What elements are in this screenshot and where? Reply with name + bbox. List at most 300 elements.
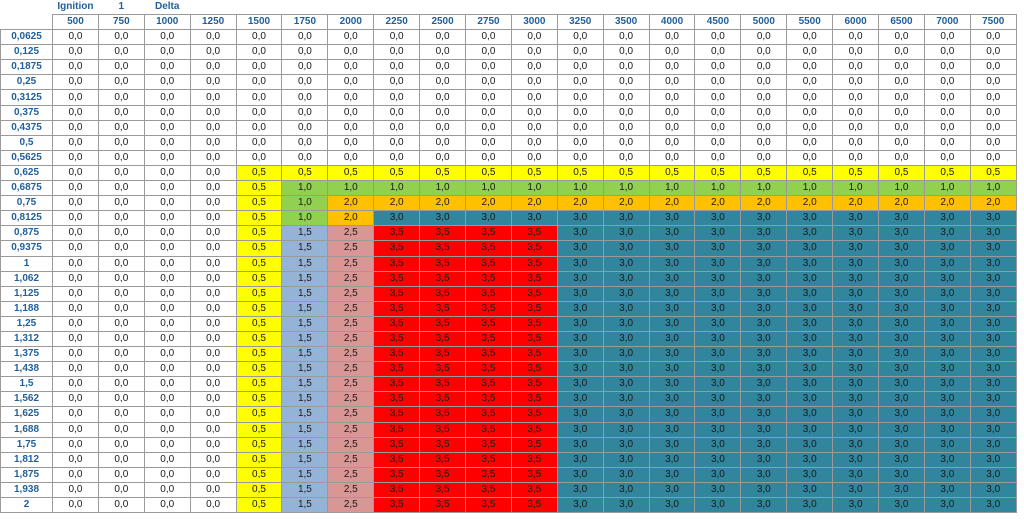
table-cell[interactable]: 3,0 (833, 271, 879, 286)
rpm-header-cell[interactable]: 7000 (924, 15, 970, 30)
table-cell[interactable]: 0,0 (190, 377, 236, 392)
load-header-cell[interactable]: 1,375 (1, 347, 53, 362)
table-cell[interactable]: 3,0 (695, 482, 741, 497)
table-cell[interactable]: 3,0 (649, 286, 695, 301)
table-cell[interactable]: 0,0 (970, 135, 1016, 150)
table-cell[interactable]: 0,0 (144, 256, 190, 271)
table-cell[interactable]: 2,0 (603, 196, 649, 211)
table-cell[interactable]: 0,0 (190, 347, 236, 362)
table-cell[interactable]: 3,0 (787, 498, 833, 513)
table-cell[interactable]: 3,0 (741, 271, 787, 286)
table-cell[interactable]: 0,0 (328, 150, 374, 165)
table-cell[interactable]: 0,0 (420, 135, 466, 150)
table-cell[interactable]: 0,5 (741, 165, 787, 180)
table-cell[interactable]: 0,0 (190, 211, 236, 226)
table-cell[interactable]: 3,0 (970, 437, 1016, 452)
table-cell[interactable]: 0,0 (557, 45, 603, 60)
table-cell[interactable]: 3,0 (649, 392, 695, 407)
table-cell[interactable]: 0,0 (144, 30, 190, 45)
table-cell[interactable]: 3,5 (420, 301, 466, 316)
table-cell[interactable]: 1,5 (282, 241, 328, 256)
load-header-cell[interactable]: 0,75 (1, 196, 53, 211)
table-cell[interactable]: 3,0 (557, 467, 603, 482)
table-cell[interactable]: 0,0 (328, 120, 374, 135)
table-cell[interactable]: 3,0 (557, 331, 603, 346)
table-cell[interactable]: 0,0 (374, 105, 420, 120)
table-cell[interactable]: 3,0 (833, 316, 879, 331)
table-cell[interactable]: 0,5 (236, 467, 282, 482)
table-cell[interactable]: 3,0 (649, 301, 695, 316)
table-cell[interactable]: 2,5 (328, 392, 374, 407)
load-header-cell[interactable]: 0,1875 (1, 60, 53, 75)
table-cell[interactable]: 3,0 (787, 437, 833, 452)
empty-cell[interactable] (557, 0, 603, 15)
table-cell[interactable]: 3,0 (649, 331, 695, 346)
table-cell[interactable]: 0,0 (144, 362, 190, 377)
table-cell[interactable]: 3,0 (970, 407, 1016, 422)
empty-cell[interactable] (970, 0, 1016, 15)
table-cell[interactable]: 0,0 (98, 377, 144, 392)
rpm-header-cell[interactable]: 5500 (787, 15, 833, 30)
table-cell[interactable]: 3,0 (787, 256, 833, 271)
table-cell[interactable]: 3,0 (603, 271, 649, 286)
table-cell[interactable]: 3,0 (787, 316, 833, 331)
table-cell[interactable]: 2,5 (328, 347, 374, 362)
table-cell[interactable]: 3,0 (420, 211, 466, 226)
table-cell[interactable]: 3,0 (879, 467, 925, 482)
table-cell[interactable]: 3,0 (879, 241, 925, 256)
table-cell[interactable]: 3,5 (466, 437, 512, 452)
table-cell[interactable]: 3,0 (557, 422, 603, 437)
table-cell[interactable]: 3,0 (649, 467, 695, 482)
table-cell[interactable]: 3,0 (879, 422, 925, 437)
table-cell[interactable]: 0,5 (420, 165, 466, 180)
table-cell[interactable]: 1,5 (282, 362, 328, 377)
table-cell[interactable]: 0,0 (466, 150, 512, 165)
table-cell[interactable]: 0,5 (236, 377, 282, 392)
table-cell[interactable]: 0,5 (236, 422, 282, 437)
table-cell[interactable]: 1,0 (833, 181, 879, 196)
table-cell[interactable]: 3,0 (557, 286, 603, 301)
rpm-header-cell[interactable]: 3500 (603, 15, 649, 30)
table-cell[interactable]: 0,5 (374, 165, 420, 180)
table-cell[interactable]: 3,5 (420, 437, 466, 452)
table-cell[interactable]: 0,0 (144, 60, 190, 75)
rpm-header-cell[interactable]: 6000 (833, 15, 879, 30)
table-cell[interactable]: 2,5 (328, 482, 374, 497)
table-cell[interactable]: 3,0 (695, 226, 741, 241)
empty-cell[interactable] (466, 0, 512, 15)
table-cell[interactable]: 3,0 (924, 271, 970, 286)
empty-cell[interactable] (695, 0, 741, 15)
table-cell[interactable]: 3,0 (557, 271, 603, 286)
table-cell[interactable]: 0,0 (144, 241, 190, 256)
table-cell[interactable]: 3,5 (466, 498, 512, 513)
table-cell[interactable]: 0,0 (695, 75, 741, 90)
table-cell[interactable]: 0,5 (924, 165, 970, 180)
load-header-cell[interactable]: 0,125 (1, 45, 53, 60)
table-cell[interactable]: 0,0 (787, 105, 833, 120)
table-cell[interactable]: 2,0 (420, 196, 466, 211)
table-cell[interactable]: 3,5 (374, 498, 420, 513)
table-cell[interactable]: 3,0 (970, 482, 1016, 497)
table-cell[interactable]: 0,0 (190, 362, 236, 377)
table-cell[interactable]: 3,0 (695, 452, 741, 467)
table-cell[interactable]: 0,0 (787, 30, 833, 45)
table-cell[interactable]: 0,0 (98, 105, 144, 120)
table-cell[interactable]: 3,0 (649, 452, 695, 467)
table-cell[interactable]: 0,0 (741, 30, 787, 45)
table-cell[interactable]: 0,0 (833, 105, 879, 120)
load-header-cell[interactable]: 1,062 (1, 271, 53, 286)
table-cell[interactable]: 3,0 (557, 256, 603, 271)
table-cell[interactable]: 3,0 (970, 316, 1016, 331)
table-cell[interactable]: 0,0 (603, 120, 649, 135)
load-header-cell[interactable]: 0,875 (1, 226, 53, 241)
table-cell[interactable]: 0,0 (557, 75, 603, 90)
table-cell[interactable]: 0,0 (695, 60, 741, 75)
table-cell[interactable]: 0,0 (328, 60, 374, 75)
table-cell[interactable]: 3,0 (603, 452, 649, 467)
table-cell[interactable]: 0,0 (924, 120, 970, 135)
table-cell[interactable]: 0,0 (190, 422, 236, 437)
table-cell[interactable]: 3,5 (420, 331, 466, 346)
table-cell[interactable]: 0,5 (511, 165, 557, 180)
table-cell[interactable]: 0,0 (144, 347, 190, 362)
table-cell[interactable]: 3,0 (924, 422, 970, 437)
table-cell[interactable]: 3,0 (695, 286, 741, 301)
table-cell[interactable]: 2,5 (328, 256, 374, 271)
table-cell[interactable]: 0,0 (695, 120, 741, 135)
table-cell[interactable]: 3,0 (695, 271, 741, 286)
load-header-cell[interactable]: 0,5625 (1, 150, 53, 165)
load-header-cell[interactable]: 1,188 (1, 301, 53, 316)
table-cell[interactable]: 1,5 (282, 377, 328, 392)
table-cell[interactable]: 0,0 (741, 135, 787, 150)
table-cell[interactable]: 3,0 (787, 482, 833, 497)
table-cell[interactable]: 0,0 (328, 90, 374, 105)
table-cell[interactable]: 3,5 (466, 482, 512, 497)
table-cell[interactable]: 0,5 (236, 498, 282, 513)
rpm-header-cell[interactable]: 7500 (970, 15, 1016, 30)
table-cell[interactable]: 2,5 (328, 407, 374, 422)
table-cell[interactable]: 3,0 (603, 226, 649, 241)
table-cell[interactable]: 3,0 (603, 301, 649, 316)
table-cell[interactable]: 0,0 (53, 211, 99, 226)
rpm-header-cell[interactable]: 2000 (328, 15, 374, 30)
empty-cell[interactable] (420, 0, 466, 15)
table-cell[interactable]: 3,0 (879, 407, 925, 422)
table-cell[interactable]: 3,0 (924, 316, 970, 331)
table-cell[interactable]: 0,0 (190, 301, 236, 316)
table-cell[interactable]: 3,5 (466, 301, 512, 316)
table-cell[interactable]: 0,0 (649, 45, 695, 60)
load-header-cell[interactable]: 1,312 (1, 331, 53, 346)
table-cell[interactable]: 0,0 (98, 347, 144, 362)
table-cell[interactable]: 3,5 (420, 392, 466, 407)
table-cell[interactable]: 0,0 (98, 165, 144, 180)
table-cell[interactable]: 3,0 (741, 347, 787, 362)
table-cell[interactable]: 0,0 (98, 422, 144, 437)
table-cell[interactable]: 1,0 (374, 181, 420, 196)
table-cell[interactable]: 0,0 (374, 120, 420, 135)
table-cell[interactable]: 0,0 (98, 392, 144, 407)
table-cell[interactable]: 3,0 (557, 362, 603, 377)
table-cell[interactable]: 3,0 (741, 256, 787, 271)
table-cell[interactable]: 3,5 (466, 362, 512, 377)
table-cell[interactable]: 3,0 (741, 498, 787, 513)
table-cell[interactable]: 3,5 (374, 392, 420, 407)
table-cell[interactable]: 3,5 (420, 316, 466, 331)
table-cell[interactable]: 3,0 (787, 226, 833, 241)
table-cell[interactable]: 3,5 (374, 407, 420, 422)
table-cell[interactable]: 1,5 (282, 422, 328, 437)
empty-cell[interactable] (787, 0, 833, 15)
table-cell[interactable]: 2,5 (328, 286, 374, 301)
table-cell[interactable]: 2,5 (328, 241, 374, 256)
table-cell[interactable]: 1,0 (649, 181, 695, 196)
table-cell[interactable]: 0,0 (190, 241, 236, 256)
table-cell[interactable]: 0,5 (236, 437, 282, 452)
table-cell[interactable]: 0,0 (144, 165, 190, 180)
table-cell[interactable]: 0,0 (53, 30, 99, 45)
table-cell[interactable]: 0,0 (190, 482, 236, 497)
table-cell[interactable]: 0,0 (603, 135, 649, 150)
table-cell[interactable]: 0,0 (649, 150, 695, 165)
table-cell[interactable]: 0,5 (328, 165, 374, 180)
table-cell[interactable]: 0,0 (144, 316, 190, 331)
table-cell[interactable]: 0,0 (190, 90, 236, 105)
table-cell[interactable]: 3,5 (420, 422, 466, 437)
table-cell[interactable]: 0,0 (879, 75, 925, 90)
table-cell[interactable]: 3,0 (879, 452, 925, 467)
table-cell[interactable]: 3,0 (557, 226, 603, 241)
table-cell[interactable]: 3,0 (741, 286, 787, 301)
table-cell[interactable]: 2,0 (466, 196, 512, 211)
table-cell[interactable]: 3,0 (741, 377, 787, 392)
table-cell[interactable]: 0,0 (190, 452, 236, 467)
table-cell[interactable]: 3,5 (374, 241, 420, 256)
table-cell[interactable]: 3,0 (695, 256, 741, 271)
table-cell[interactable]: 0,0 (787, 75, 833, 90)
table-cell[interactable]: 0,0 (511, 60, 557, 75)
table-cell[interactable]: 0,0 (374, 30, 420, 45)
table-cell[interactable]: 3,5 (374, 316, 420, 331)
table-cell[interactable]: 0,0 (970, 45, 1016, 60)
table-cell[interactable]: 3,0 (879, 347, 925, 362)
table-cell[interactable]: 3,5 (374, 271, 420, 286)
table-cell[interactable]: 2,5 (328, 498, 374, 513)
load-header-cell[interactable]: 1,812 (1, 452, 53, 467)
table-cell[interactable]: 0,0 (879, 30, 925, 45)
table-cell[interactable]: 0,0 (144, 331, 190, 346)
table-cell[interactable]: 0,0 (603, 60, 649, 75)
table-cell[interactable]: 0,0 (282, 30, 328, 45)
empty-cell[interactable] (833, 0, 879, 15)
empty-cell[interactable] (374, 0, 420, 15)
table-cell[interactable]: 0,0 (695, 30, 741, 45)
table-cell[interactable]: 0,0 (970, 30, 1016, 45)
table-cell[interactable]: 0,0 (649, 105, 695, 120)
table-cell[interactable]: 3,0 (695, 437, 741, 452)
table-cell[interactable]: 3,0 (649, 407, 695, 422)
table-cell[interactable]: 0,5 (695, 165, 741, 180)
table-cell[interactable]: 3,0 (833, 286, 879, 301)
table-cell[interactable]: 3,0 (970, 256, 1016, 271)
table-cell[interactable]: 0,0 (603, 150, 649, 165)
table-cell[interactable]: 3,0 (603, 347, 649, 362)
table-cell[interactable]: 2,5 (328, 467, 374, 482)
table-cell[interactable]: 3,0 (787, 211, 833, 226)
table-cell[interactable]: 3,0 (741, 362, 787, 377)
table-cell[interactable]: 0,0 (53, 196, 99, 211)
table-cell[interactable]: 3,5 (511, 256, 557, 271)
table-cell[interactable]: 3,0 (787, 241, 833, 256)
table-cell[interactable]: 0,5 (282, 165, 328, 180)
table-cell[interactable]: 0,0 (557, 120, 603, 135)
empty-cell[interactable] (511, 0, 557, 15)
table-cell[interactable]: 3,5 (374, 256, 420, 271)
table-cell[interactable]: 0,0 (144, 196, 190, 211)
table-cell[interactable]: 3,5 (466, 392, 512, 407)
table-cell[interactable]: 0,0 (557, 150, 603, 165)
table-cell[interactable]: 0,0 (98, 196, 144, 211)
table-cell[interactable]: 0,0 (741, 150, 787, 165)
load-header-cell[interactable]: 1,125 (1, 286, 53, 301)
table-cell[interactable]: 2,0 (741, 196, 787, 211)
load-header-cell[interactable]: 1,938 (1, 482, 53, 497)
table-cell[interactable]: 0,0 (328, 30, 374, 45)
load-header-cell[interactable]: 0,25 (1, 75, 53, 90)
table-cell[interactable]: 3,0 (649, 498, 695, 513)
table-cell[interactable]: 1,0 (603, 181, 649, 196)
table-cell[interactable]: 0,0 (741, 90, 787, 105)
table-cell[interactable]: 0,0 (879, 45, 925, 60)
table-cell[interactable]: 3,0 (741, 241, 787, 256)
table-cell[interactable]: 0,0 (190, 196, 236, 211)
table-cell[interactable]: 3,0 (924, 437, 970, 452)
table-cell[interactable]: 0,0 (511, 135, 557, 150)
table-cell[interactable]: 3,0 (603, 377, 649, 392)
table-cell[interactable]: 0,5 (236, 256, 282, 271)
load-header-cell[interactable]: 1,5 (1, 377, 53, 392)
table-cell[interactable]: 3,0 (970, 452, 1016, 467)
table-cell[interactable]: 3,0 (649, 256, 695, 271)
table-cell[interactable]: 3,5 (420, 241, 466, 256)
table-cell[interactable]: 2,5 (328, 452, 374, 467)
table-cell[interactable]: 3,5 (466, 331, 512, 346)
table-cell[interactable]: 3,0 (695, 498, 741, 513)
table-cell[interactable]: 3,0 (695, 316, 741, 331)
table-cell[interactable]: 3,5 (511, 377, 557, 392)
table-cell[interactable]: 3,0 (787, 331, 833, 346)
table-cell[interactable]: 2,5 (328, 437, 374, 452)
table-cell[interactable]: 1,5 (282, 482, 328, 497)
table-cell[interactable]: 2,5 (328, 271, 374, 286)
table-cell[interactable]: 0,0 (98, 482, 144, 497)
table-cell[interactable]: 0,0 (53, 316, 99, 331)
rpm-header-cell[interactable]: 1000 (144, 15, 190, 30)
table-cell[interactable]: 0,0 (649, 75, 695, 90)
table-cell[interactable]: 3,0 (924, 482, 970, 497)
table-cell[interactable]: 3,0 (833, 498, 879, 513)
table-cell[interactable]: 3,0 (695, 407, 741, 422)
table-cell[interactable]: 3,0 (695, 347, 741, 362)
table-cell[interactable]: 0,0 (833, 60, 879, 75)
table-cell[interactable]: 0,0 (98, 301, 144, 316)
table-cell[interactable]: 0,0 (833, 75, 879, 90)
table-cell[interactable]: 0,0 (924, 105, 970, 120)
table-cell[interactable]: 0,0 (144, 422, 190, 437)
table-cell[interactable]: 0,0 (53, 271, 99, 286)
table-cell[interactable]: 0,0 (970, 90, 1016, 105)
table-cell[interactable]: 3,0 (603, 498, 649, 513)
table-cell[interactable]: 3,0 (879, 271, 925, 286)
table-cell[interactable]: 1,5 (282, 286, 328, 301)
table-cell[interactable]: 2,5 (328, 331, 374, 346)
table-cell[interactable]: 0,0 (374, 75, 420, 90)
load-header-cell[interactable]: 1,688 (1, 422, 53, 437)
table-cell[interactable]: 0,0 (98, 331, 144, 346)
table-cell[interactable]: 2,0 (787, 196, 833, 211)
table-cell[interactable]: 3,0 (970, 498, 1016, 513)
table-cell[interactable]: 3,0 (833, 241, 879, 256)
table-cell[interactable]: 3,5 (374, 347, 420, 362)
table-cell[interactable]: 3,0 (695, 241, 741, 256)
table-cell[interactable]: 3,0 (924, 301, 970, 316)
table-cell[interactable]: 3,5 (374, 482, 420, 497)
table-cell[interactable]: 2,5 (328, 377, 374, 392)
table-cell[interactable]: 0,5 (603, 165, 649, 180)
table-cell[interactable]: 3,5 (511, 482, 557, 497)
table-cell[interactable]: 3,5 (420, 256, 466, 271)
table-cell[interactable]: 3,5 (511, 407, 557, 422)
load-header-cell[interactable]: 0,4375 (1, 120, 53, 135)
table-cell[interactable]: 3,0 (695, 467, 741, 482)
table-cell[interactable]: 3,0 (741, 467, 787, 482)
table-cell[interactable]: 0,0 (144, 452, 190, 467)
table-cell[interactable]: 3,0 (557, 392, 603, 407)
table-cell[interactable]: 3,0 (970, 422, 1016, 437)
table-cell[interactable]: 1,0 (466, 181, 512, 196)
table-cell[interactable]: 1,0 (924, 181, 970, 196)
table-cell[interactable]: 0,0 (236, 105, 282, 120)
table-cell[interactable]: 3,0 (649, 482, 695, 497)
table-cell[interactable]: 0,0 (144, 482, 190, 497)
table-cell[interactable]: 0,0 (236, 90, 282, 105)
load-header-cell[interactable]: 1,875 (1, 467, 53, 482)
table-cell[interactable]: 3,5 (511, 286, 557, 301)
table-cell[interactable]: 3,0 (557, 452, 603, 467)
table-cell[interactable]: 3,0 (603, 437, 649, 452)
load-header-cell[interactable]: 2 (1, 498, 53, 513)
table-cell[interactable]: 3,5 (420, 271, 466, 286)
table-cell[interactable]: 3,0 (787, 422, 833, 437)
empty-cell[interactable] (879, 0, 925, 15)
table-cell[interactable]: 3,5 (466, 226, 512, 241)
table-cell[interactable]: 3,0 (603, 256, 649, 271)
table-cell[interactable]: 3,0 (970, 347, 1016, 362)
table-cell[interactable]: 3,0 (649, 211, 695, 226)
table-cell[interactable]: 3,0 (603, 286, 649, 301)
table-cell[interactable]: 0,0 (53, 482, 99, 497)
table-cell[interactable]: 2,5 (328, 362, 374, 377)
table-cell[interactable]: 3,0 (557, 211, 603, 226)
load-header-cell[interactable]: 1,75 (1, 437, 53, 452)
table-cell[interactable]: 3,5 (420, 498, 466, 513)
table-cell[interactable]: 2,0 (328, 196, 374, 211)
table-cell[interactable]: 3,0 (695, 362, 741, 377)
